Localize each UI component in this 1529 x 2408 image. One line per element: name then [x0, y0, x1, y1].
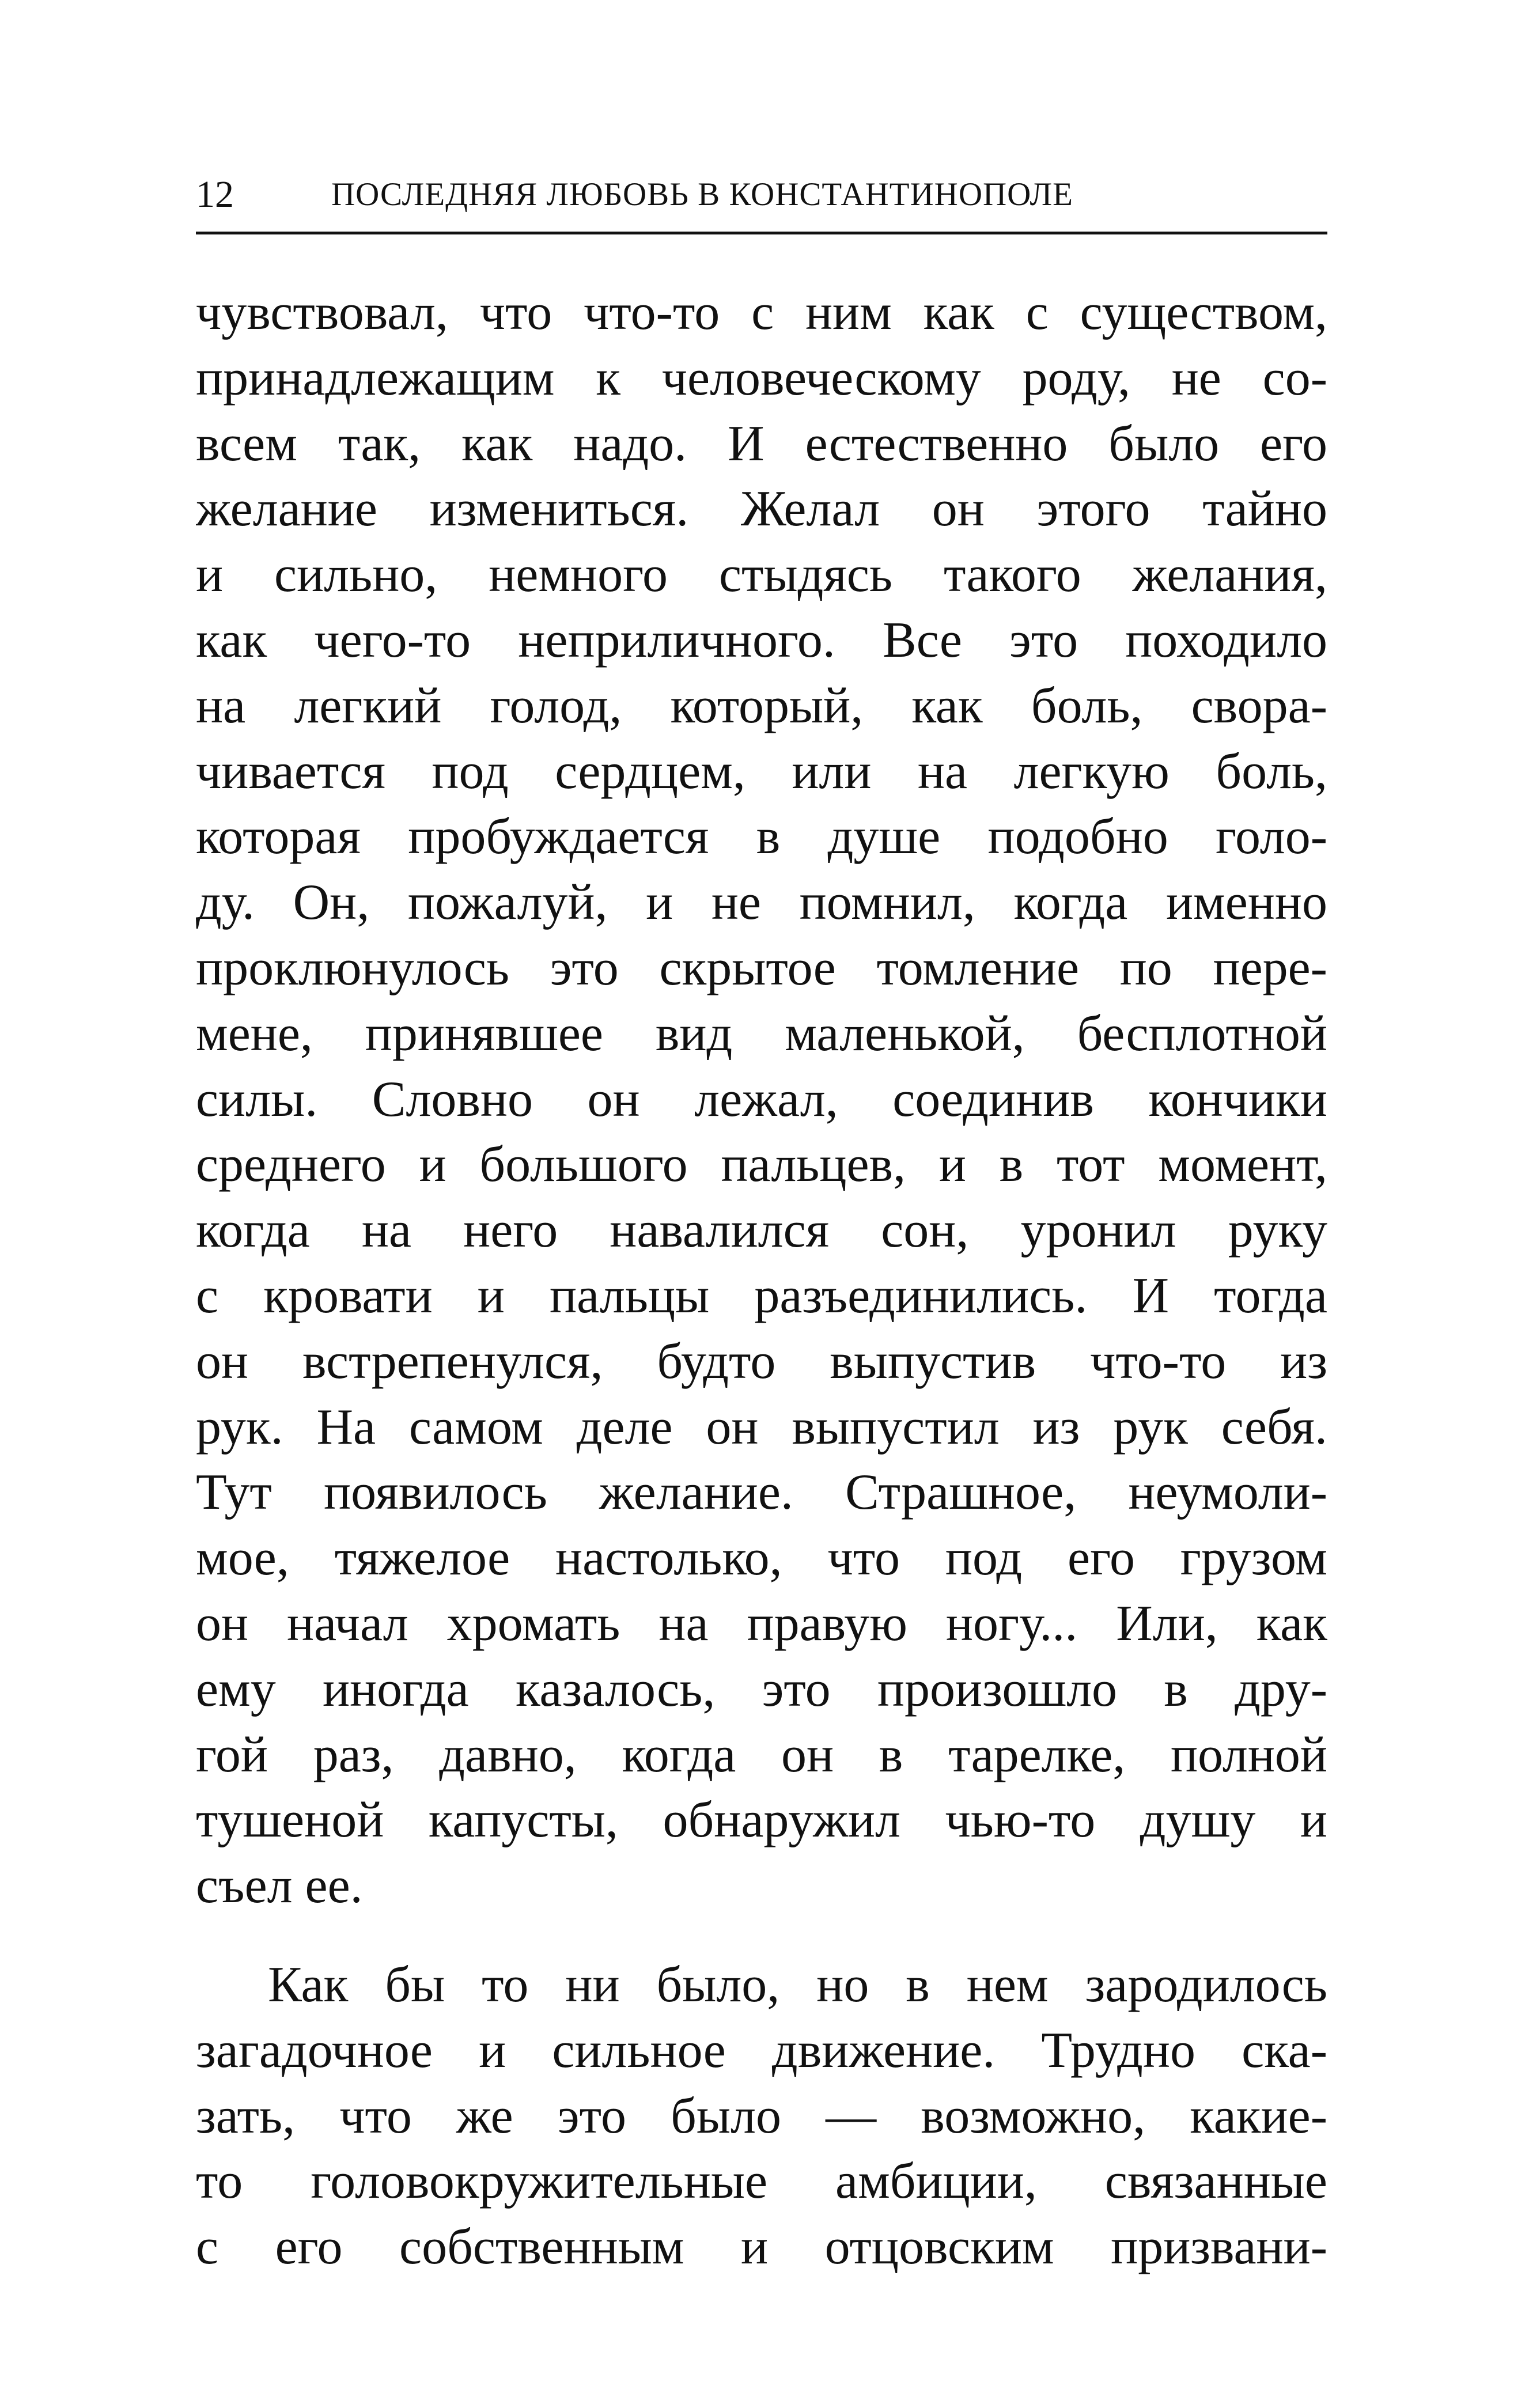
text-line: мене, принявшее вид маленькой, бесплотной: [196, 1005, 1327, 1062]
text-line: съел ее.: [196, 1858, 363, 1914]
text-line: с кровати и пальцы разъединились. И тогда: [196, 1267, 1327, 1324]
text-line: он начал хромать на правую ногу... Или, как: [196, 1595, 1327, 1652]
text-line: Как бы то ни было, но в нем зародилось: [268, 1956, 1327, 2013]
text-line: проклюнулось это скрытое томление по пере-: [196, 940, 1327, 996]
text-line: силы. Словно он лежал, соединив кончики: [196, 1071, 1327, 1127]
text-line: которая пробуждается в душе подобно голо-: [196, 809, 1327, 865]
text-line: рук. На самом деле он выпустил из рук себя.: [196, 1399, 1327, 1455]
text-line: чувствовал, что что-то с ним как с существом,: [196, 285, 1327, 340]
text-line: гой раз, давно, когда он в тарелке, полной: [196, 1727, 1327, 1783]
text-line: зать, что же это было — возможно, какие-: [196, 2088, 1327, 2144]
text-line: с его собственным и отцовским призвани-: [196, 2219, 1327, 2276]
text-line: мое, тяжелое настолько, что под его грузом: [196, 1530, 1327, 1587]
text-line: загадочное и сильное движение. Трудно ска-: [196, 2022, 1327, 2078]
paragraph-2: [196, 1952, 1327, 2280]
text-line: желание измениться. Желал он этого тайно: [196, 481, 1327, 537]
text-line: чивается под сердцем, или на легкую боль,: [196, 743, 1327, 800]
header-rule: [196, 232, 1327, 234]
paragraph-gap: [196, 1919, 1327, 1952]
text-line: принадлежащим к человеческому роду, не со-: [196, 350, 1327, 406]
text-line: как чего-то неприличного. Все это походило: [196, 612, 1327, 668]
text-line: и сильно, немного стыдясь такого желания,: [196, 547, 1327, 603]
text-line: тушеной капусты, обнаружил чью-то душу и: [196, 1792, 1327, 1849]
body-text: [196, 280, 1327, 2280]
page-number: 12: [196, 173, 234, 215]
text-line: то головокружительные амбиции, связанные: [196, 2153, 1327, 2210]
text-line: среднего и большого пальцев, и в тот момент,: [196, 1137, 1327, 1193]
text-line: ему иногда казалось, это произошло в дру-: [196, 1661, 1327, 1717]
text-line: всем так, как надо. И естественно было его: [196, 415, 1327, 472]
text-line: он встрепенулся, будто выпустив что-то из: [196, 1333, 1327, 1389]
paragraph-1: [196, 280, 1327, 1919]
running-title: ПОСЛЕДНЯЯ ЛЮБОВЬ В КОНСТАНТИНОПОЛЕ: [331, 176, 1073, 213]
running-head: [196, 167, 1327, 222]
text-line: на легкий голод, который, как боль, свора-: [196, 677, 1327, 734]
text-line: Тут появилось желание. Страшное, неумоли-: [196, 1464, 1327, 1521]
text-line: ду. Он, пожалуй, и не помнил, когда именно: [196, 874, 1327, 931]
text-line: когда на него навалился сон, уронил руку: [196, 1202, 1327, 1259]
